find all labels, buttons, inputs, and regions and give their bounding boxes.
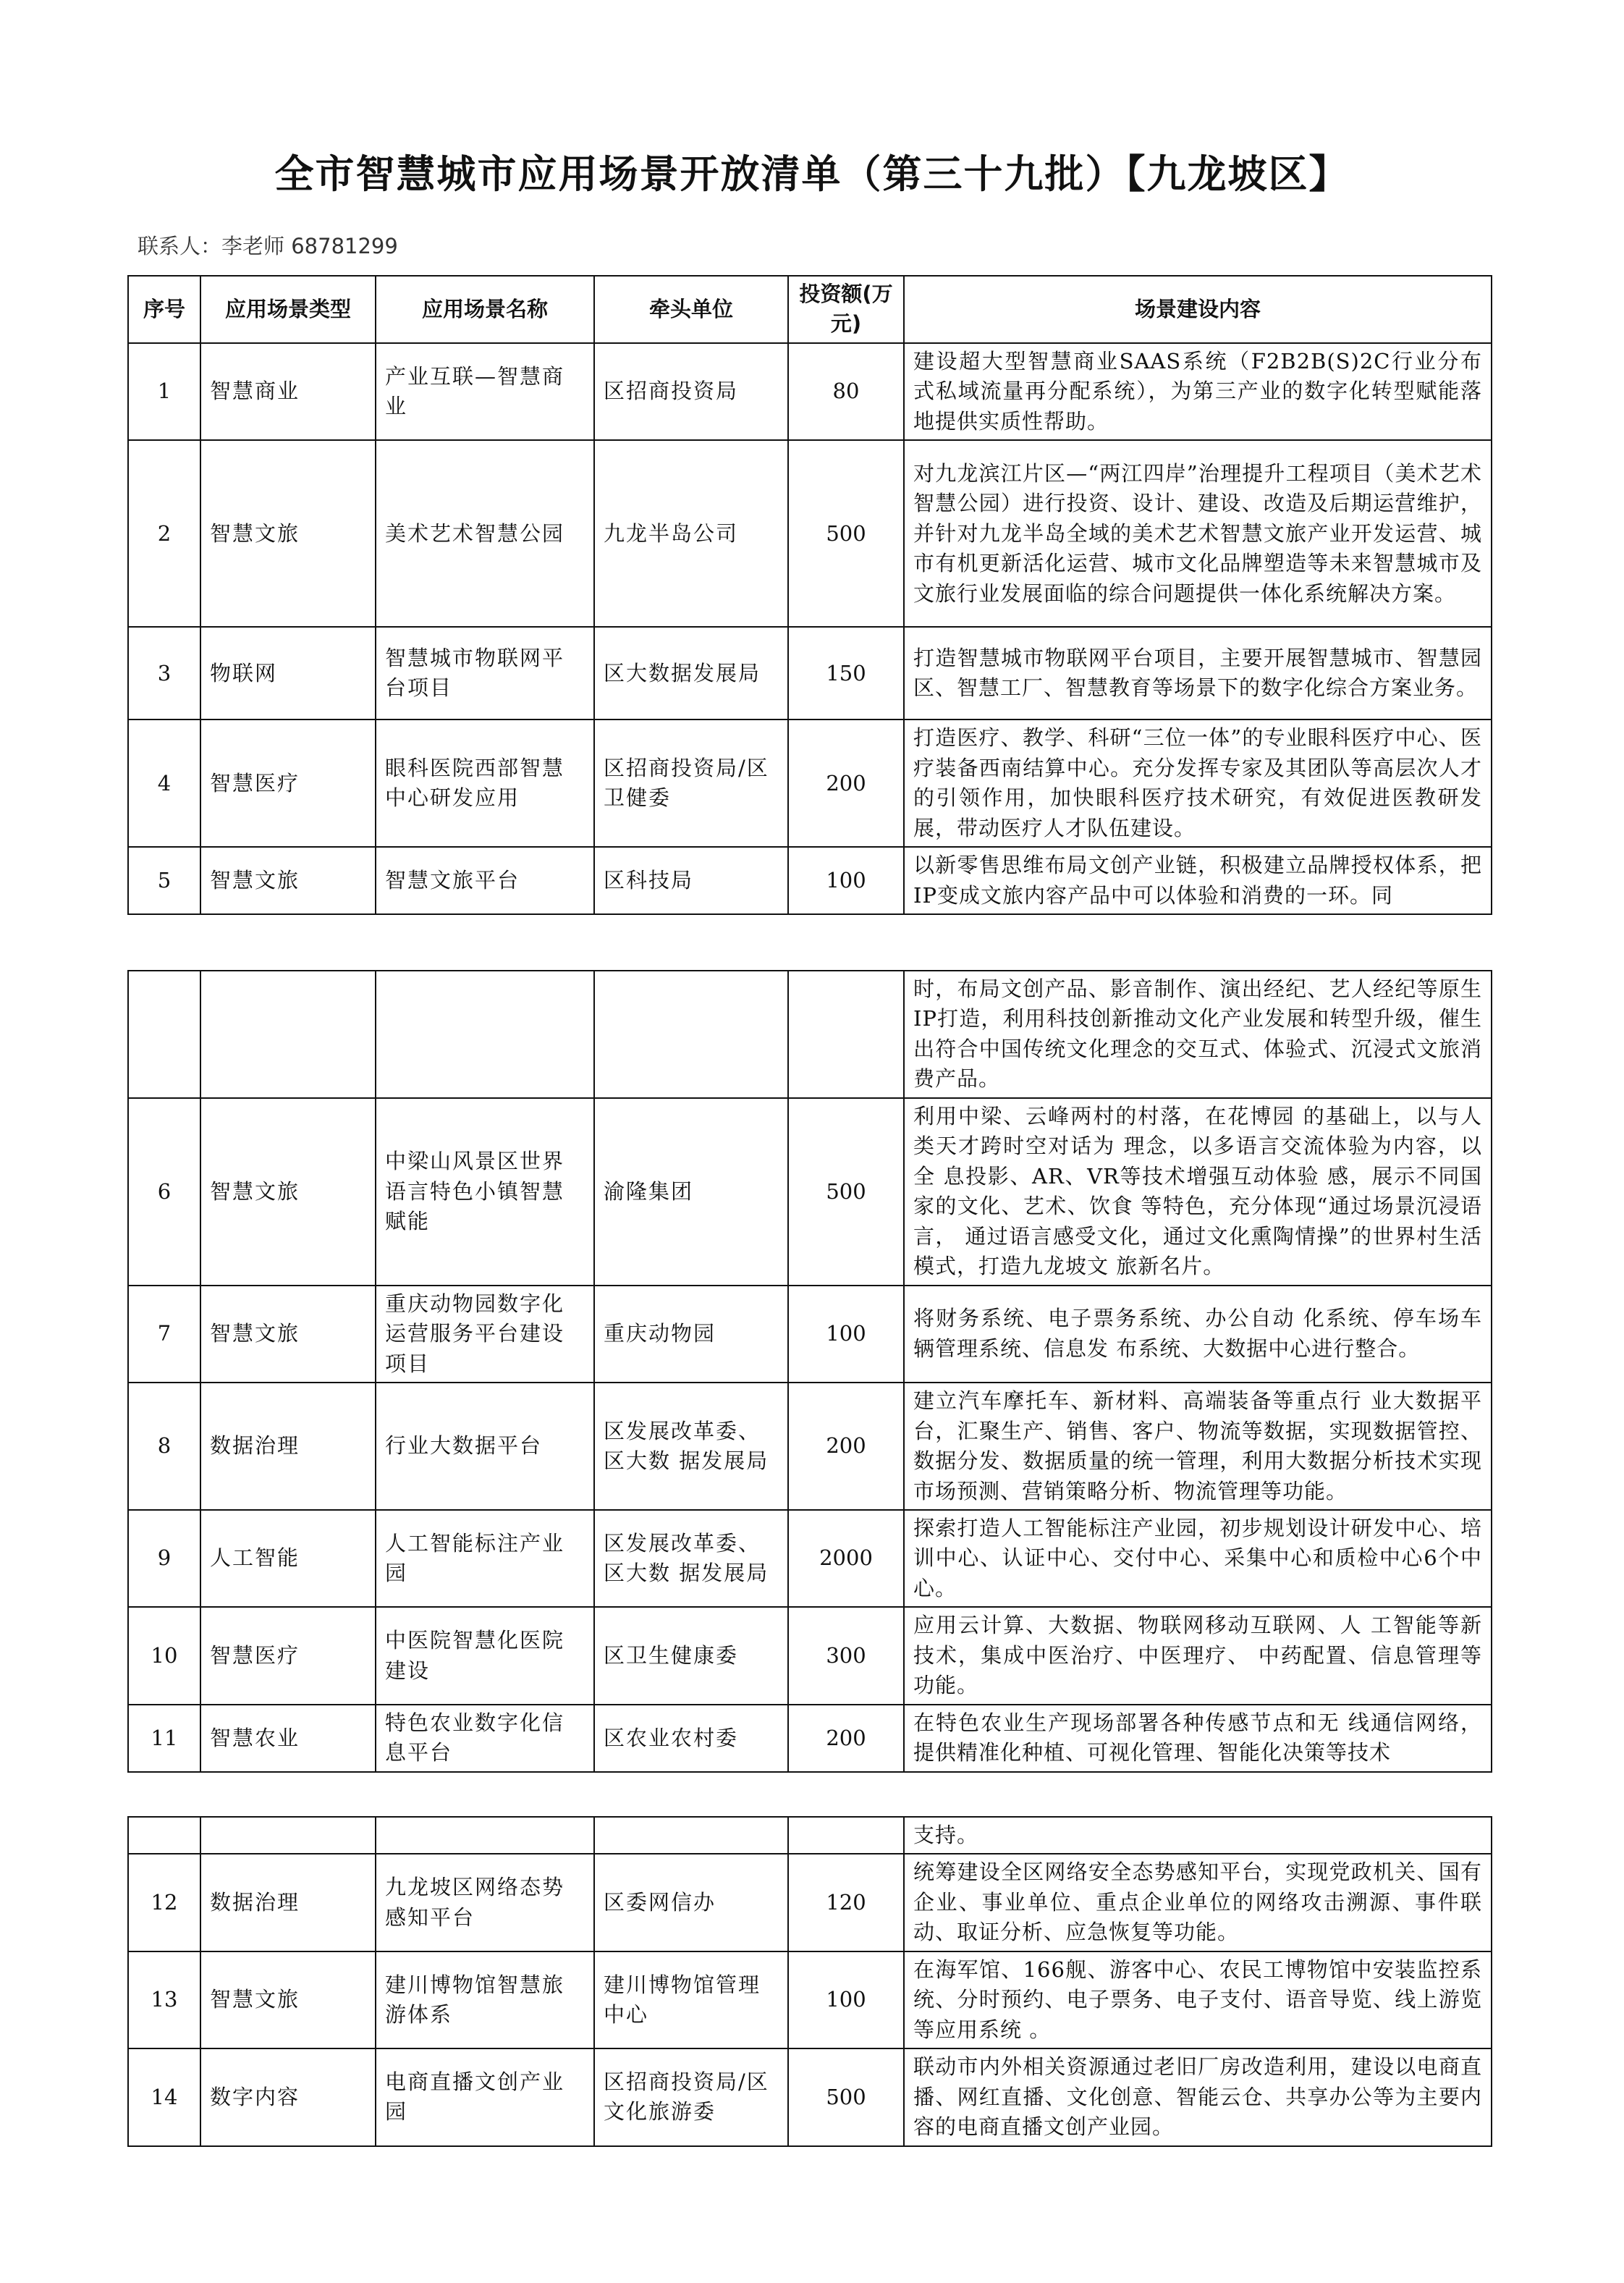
- scenario-table-page-1: [127, 275, 1492, 915]
- row-lead: 九龙半岛公司: [594, 440, 788, 627]
- row-name: 美术艺术智慧公园: [376, 440, 594, 627]
- row-invest: 120: [788, 1854, 904, 1951]
- table-row: [128, 1098, 1492, 1286]
- row-type: 智慧医疗: [200, 1607, 376, 1704]
- table-row: [128, 847, 1492, 914]
- row-content: 在海军馆、166舰、游客中心、农民工博物馆中安装监控系统、分时预约、电子票务、电子支付、语音导览、线上游览等应用系统 。: [904, 1951, 1492, 2048]
- header-invest: 投资额(万元): [788, 276, 904, 343]
- row-content: 对九龙滨江片区—“两江四岸”治理提升工程项目（美术艺术智慧公园）进行投资、设计、建设、改造及后期运营维护，并针对九龙半岛全域的美术艺术智慧文旅产业开发运营、城市有机更新活化运营、城市文化品牌塑造等未来智慧城市及文旅行业发展面临的综合问题提供一体化系统解决方案。: [904, 440, 1492, 627]
- row-content: 联动市内外相关资源通过老旧厂房改造利用，建设以电商直播、网红直播、文化创意、智能云仓、共享办公等为主要内容的电商直播文创产业园。: [904, 2048, 1492, 2145]
- row-name: 电商直播文创产业园: [376, 2048, 594, 2145]
- row-invest: 200: [788, 1705, 904, 1772]
- row-lead: 区卫生健康委: [594, 1607, 788, 1704]
- table-row: [128, 1383, 1492, 1510]
- row-content: 应用云计算、大数据、物联网移动互联网、人 工智能等新技术，集成中医治疗、中医理疗、 中药配置、信息管理等功能。: [904, 1607, 1492, 1704]
- row-name: 智慧城市物联网平台项目: [376, 627, 594, 719]
- table-row: [128, 1951, 1492, 2048]
- scenario-table-page-3: [127, 1816, 1492, 2147]
- header-type: 应用场景类型: [200, 276, 376, 343]
- row-type: 智慧文旅: [200, 847, 376, 914]
- row-invest: 150: [788, 627, 904, 719]
- table-row: [128, 1854, 1492, 1951]
- row-invest: 100: [788, 1286, 904, 1383]
- row-name: 特色农业数字化信息平台: [376, 1705, 594, 1772]
- row-name: 产业互联—智慧商业: [376, 343, 594, 440]
- row-name: 中梁山风景区世界语言特色小镇智慧赋能: [376, 1098, 594, 1286]
- table-row: [128, 1607, 1492, 1704]
- row-type: [200, 1817, 376, 1854]
- row-invest: [788, 971, 904, 1098]
- row-lead: 区农业农村委: [594, 1705, 788, 1772]
- row-no: 5: [128, 847, 200, 914]
- row-invest: 80: [788, 343, 904, 440]
- row-type: 智慧商业: [200, 343, 376, 440]
- row-invest: 200: [788, 1383, 904, 1510]
- row-no: [128, 971, 200, 1098]
- table-row: [128, 1510, 1492, 1607]
- row-name: 智慧文旅平台: [376, 847, 594, 914]
- row-no: [128, 1817, 200, 1854]
- table-row: [128, 1286, 1492, 1383]
- table-row: [128, 1705, 1492, 1772]
- row-no: 3: [128, 627, 200, 719]
- row-content: 打造医疗、教学、科研“三位一体”的专业眼科医疗中心、医疗装备西南结算中心。充分发挥专家及其团队等高层次人才的引领作用，加快眼科医疗技术研究，有效促进医教研发展，带动医疗人才队伍建设。: [904, 719, 1492, 847]
- row-no: 4: [128, 719, 200, 847]
- row-no: 11: [128, 1705, 200, 1772]
- row-lead: 区招商投资局/区卫健委: [594, 719, 788, 847]
- table-header-row: [128, 276, 1492, 343]
- row-name: [376, 1817, 594, 1854]
- header-content: 场景建设内容: [904, 276, 1492, 343]
- row-invest: 100: [788, 1951, 904, 2048]
- row-lead: 区招商投资局/区文化旅游委: [594, 2048, 788, 2145]
- row-no: 7: [128, 1286, 200, 1383]
- row-content: 利用中梁、云峰两村的村落，在花博园 的基础上，以与人类天才跨时空对话为 理念，以多语言交流体验为内容，以全 息投影、AR、VR等技术增强互动体验 感，展示不同国家的文化、艺术、饮食 等特色，充分体现“通过场景沉浸语言， 通过语言感受文化，通过文化熏陶情操”的世界村生活模式，打造九龙坡文 旅新名片。: [904, 1098, 1492, 1286]
- row-content: 将财务系统、电子票务系统、办公自动 化系统、停车场车辆管理系统、信息发 布系统、大数据中心进行整合。: [904, 1286, 1492, 1383]
- row-no: 9: [128, 1510, 200, 1607]
- contact-line: 联系人：李老师 68781299: [138, 234, 398, 258]
- row-invest: 200: [788, 719, 904, 847]
- row-invest: 500: [788, 2048, 904, 2145]
- row-name: 九龙坡区网络态势感知平台: [376, 1854, 594, 1951]
- table-row: [128, 343, 1492, 440]
- row-invest: 2000: [788, 1510, 904, 1607]
- row-no: 10: [128, 1607, 200, 1704]
- scenario-table-page-2: [127, 970, 1492, 1773]
- row-lead: 建川博物馆管理中心: [594, 1951, 788, 2048]
- table-row: [128, 627, 1492, 719]
- row-lead: 区发展改革委、区大数 据发展局: [594, 1383, 788, 1510]
- row-lead: 区发展改革委、区大数 据发展局: [594, 1510, 788, 1607]
- row-content: 打造智慧城市物联网平台项目，主要开展智慧城市、智慧园区、智慧工厂、智慧教育等场景下的数字化综合方案业务。: [904, 627, 1492, 719]
- row-name: 人工智能标注产业园: [376, 1510, 594, 1607]
- row-content: 建立汽车摩托车、新材料、高端装备等重点行 业大数据平台，汇聚生产、销售、客户、物流等数据，实现数据管控、数据分发、数据质量的统一管理，利用大数据分析技术实现市场预测、营销策略分析、物流管理等功能。: [904, 1383, 1492, 1510]
- row-type: 人工智能: [200, 1510, 376, 1607]
- row-name: 重庆动物园数字化运营服务平台建设项目: [376, 1286, 594, 1383]
- header-name: 应用场景名称: [376, 276, 594, 343]
- row-lead: 区委网信办: [594, 1854, 788, 1951]
- header-lead: 牵头单位: [594, 276, 788, 343]
- row-type: 智慧文旅: [200, 1286, 376, 1383]
- row-no: 12: [128, 1854, 200, 1951]
- row-invest: 500: [788, 440, 904, 627]
- row-lead: 区科技局: [594, 847, 788, 914]
- row-type: 数据治理: [200, 1383, 376, 1510]
- row-invest: 300: [788, 1607, 904, 1704]
- table-row-continued: [128, 971, 1492, 1098]
- row-type: 智慧文旅: [200, 1951, 376, 2048]
- row-no: 13: [128, 1951, 200, 2048]
- row-name: 行业大数据平台: [376, 1383, 594, 1510]
- row-lead: 渝隆集团: [594, 1098, 788, 1286]
- row-lead: 区招商投资局: [594, 343, 788, 440]
- row-no: 2: [128, 440, 200, 627]
- table-row: [128, 440, 1492, 627]
- row-name: 建川博物馆智慧旅游体系: [376, 1951, 594, 2048]
- row-content: 统筹建设全区网络安全态势感知平台，实现党政机关、国有企业、事业单位、重点企业单位的网络攻击溯源、事件联动、取证分析、应急恢复等功能。: [904, 1854, 1492, 1951]
- header-no: 序号: [128, 276, 200, 343]
- row-name: 中医院智慧化医院建设: [376, 1607, 594, 1704]
- table-row-continued: [128, 1817, 1492, 1854]
- row-type: 物联网: [200, 627, 376, 719]
- row-name: [376, 971, 594, 1098]
- row-no: 6: [128, 1098, 200, 1286]
- row-no: 14: [128, 2048, 200, 2145]
- row-no: 8: [128, 1383, 200, 1510]
- row-content: 以新零售思维布局文创产业链，积极建立品牌授权体系，把IP变成文旅内容产品中可以体验和消费的一环。同: [904, 847, 1492, 914]
- row-content: 支持。: [904, 1817, 1492, 1854]
- row-content: 在特色农业生产现场部署各种传感节点和无 线通信网络，提供精准化种植、可视化管理、智能化决策等技术: [904, 1705, 1492, 1772]
- row-lead: [594, 971, 788, 1098]
- row-invest: 500: [788, 1098, 904, 1286]
- row-type: 智慧文旅: [200, 1098, 376, 1286]
- row-type: 数字内容: [200, 2048, 376, 2145]
- row-no: 1: [128, 343, 200, 440]
- page-title: 全市智慧城市应用场景开放清单（第三十九批）【九龙坡区】: [274, 151, 1350, 197]
- row-content: 探索打造人工智能标注产业园，初步规划设计研发中心、培训中心、认证中心、交付中心、采集中心和质检中心6个中心。: [904, 1510, 1492, 1607]
- row-name: 眼科医院西部智慧中心研发应用: [376, 719, 594, 847]
- row-type: 智慧医疗: [200, 719, 376, 847]
- row-content: 时，布局文创产品、影音制作、演出经纪、艺人经纪等原生IP打造，利用科技创新推动文化产业发展和转型升级，催生出符合中国传统文化理念的交互式、体验式、沉浸式文旅消费产品。: [904, 971, 1492, 1098]
- row-type: [200, 971, 376, 1098]
- row-invest: [788, 1817, 904, 1854]
- row-lead: [594, 1817, 788, 1854]
- table-row: [128, 719, 1492, 847]
- row-type: 数据治理: [200, 1854, 376, 1951]
- table-row: [128, 2048, 1492, 2145]
- row-invest: 100: [788, 847, 904, 914]
- row-type: 智慧文旅: [200, 440, 376, 627]
- row-lead: 重庆动物园: [594, 1286, 788, 1383]
- row-content: 建设超大型智慧商业SAAS系统（F2B2B(S)2C行业分布式私域流量再分配系统），为第三产业的数字化转型赋能落地提供实质性帮助。: [904, 343, 1492, 440]
- row-type: 智慧农业: [200, 1705, 376, 1772]
- row-lead: 区大数据发展局: [594, 627, 788, 719]
